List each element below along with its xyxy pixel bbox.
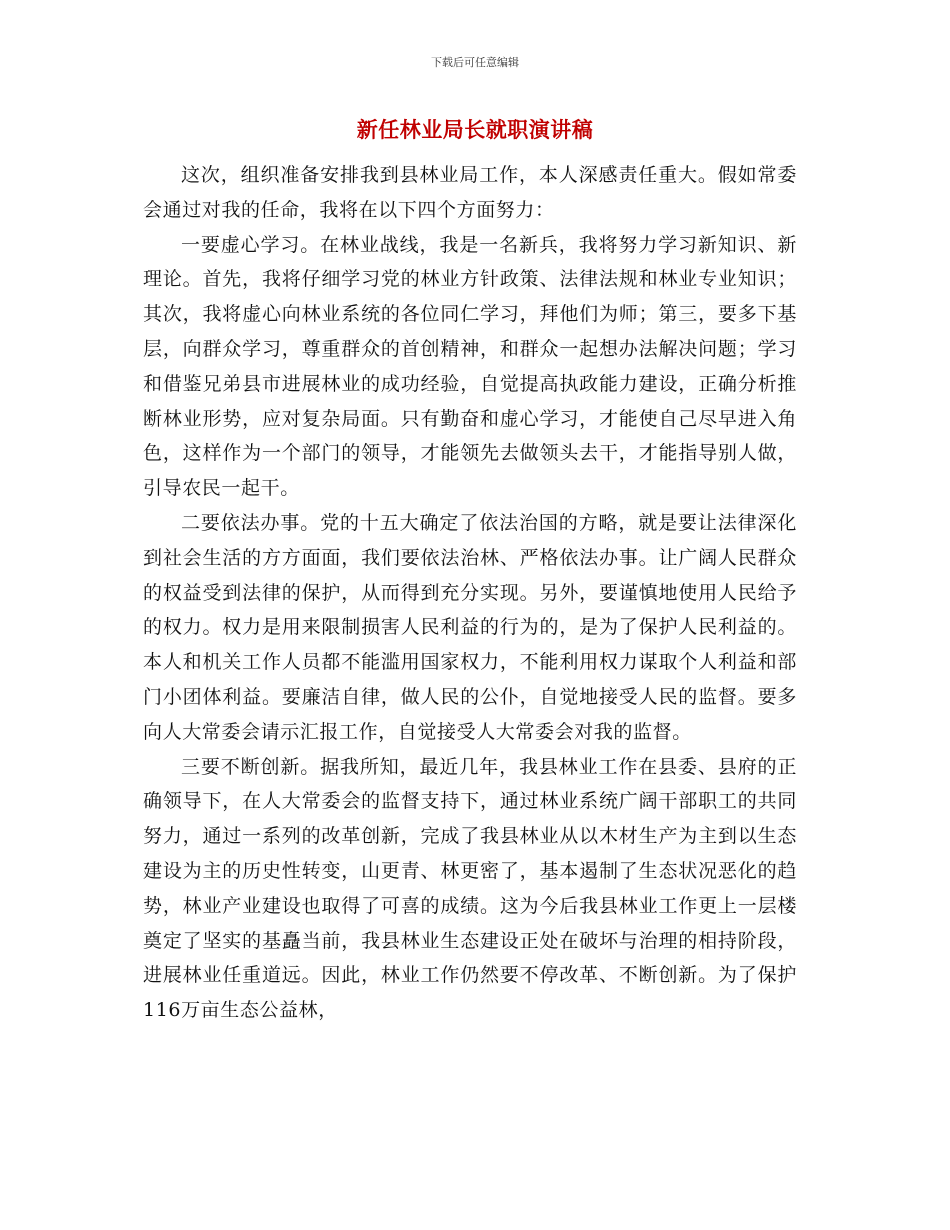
paragraph: 这次，组织准备安排我到县林业局工作，本人深感责任重大。假如常委会通过对我的任命，我将在以下四个方面努力： bbox=[143, 164, 797, 221]
paragraph: 三要不断创新。据我所知，最近几年，我县林业工作在县委、县府的正确领导下，在人大常委会的监督支持下，通过林业系统广阔干部职工的共同努力，通过一系列的改革创新，完成了我县林业从以木材生产为主到以生态建设为主的历史性转变，山更青、林更密了，基本遏制了生态状况恶化的趋势，林业产业建设也取得了可喜的成绩。这为今后我县林业工作更上一层楼奠定了坚实的基矗当前，我县林业生态建设正处在破坏与治理的相持阶段，进展林业任重道远。因此，林业工作仍然要不停改革、不断创新。为了保护116万亩生态公益林， bbox=[143, 755, 797, 1022]
document-title: 新任林业局长就职演讲稿 bbox=[356, 118, 594, 142]
header-note: 下载后可任意编辑 bbox=[431, 56, 519, 69]
paragraph: 一要虚心学习。在林业战线，我是一名新兵，我将努力学习新知识、新理论。首先，我将仔细学习党的林业方针政策、法律法规和林业专业知识；其次，我将虚心向林业系统的各位同仁学习，拜他们为师；第三，要多下基层，向群众学习，尊重群众的首创精神，和群众一起想办法解决问题；学习和借鉴兄弟县市进展林业的成功经验，自觉提高执政能力建设，正确分析推断林业形势，应对复杂局面。只有勤奋和虚心学习，才能使自己尽早进入角色，这样作为一个部门的领导，才能领先去做领头去干，才能指导别人做，引导农民一起干。 bbox=[143, 233, 797, 500]
document-body bbox=[143, 158, 797, 1028]
paragraph: 二要依法办事。党的十五大确定了依法治国的方略，就是要让法律深化到社会生活的方方面面，我们要依法治林、严格依法办事。让广阔人民群众的权益受到法律的保护，从而得到充分实现。另外，要谨慎地使用人民给予的权力。权力是用来限制损害人民利益的行为的，是为了保护人民利益的。本人和机关工作人员都不能滥用国家权力，不能利用权力谋取个人利益和部门小团体利益。要廉洁自律，做人民的公仆，自觉地接受人民的监督。要多向人大常委会请示汇报工作，自觉接受人大常委会对我的监督。 bbox=[143, 511, 797, 743]
